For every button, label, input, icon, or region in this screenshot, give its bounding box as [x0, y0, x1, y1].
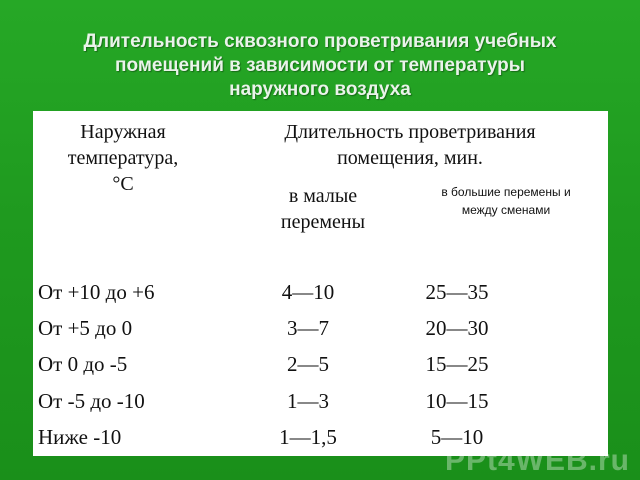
row-small-breaks: 3—7 — [287, 316, 329, 340]
row-large-breaks: 15—25 — [425, 352, 489, 376]
row-temperature: От +5 до 0 — [38, 316, 133, 340]
ventilation-table — [33, 111, 608, 456]
header-temperature-line-1: Наружная — [80, 121, 166, 143]
header-small-breaks — [261, 183, 385, 235]
header-temperature-line-3: °С — [112, 173, 134, 195]
row-temperature: От -5 до -10 — [38, 389, 145, 413]
header-duration-line-1: Длительность проветривания — [284, 121, 536, 143]
watermark-logo: PPt4WEB.ru — [444, 444, 630, 477]
title-line-2: помещений в зависимости от температуры — [114, 55, 526, 76]
row-large-breaks: 5—10 — [430, 425, 484, 449]
row-small-breaks: 4—10 — [281, 280, 335, 304]
row-temperature: От +10 до +6 — [38, 280, 155, 304]
row-small-breaks: 1—3 — [287, 389, 329, 413]
header-large-breaks — [421, 183, 591, 219]
title-line-1: Длительность сквозного проветривания учебных — [83, 31, 557, 52]
row-temperature: Ниже -10 — [38, 425, 122, 449]
row-large-breaks: 25—35 — [425, 280, 489, 304]
row-small-breaks: 2—5 — [287, 352, 329, 376]
header-large-breaks-line-2: между сменами — [461, 203, 551, 217]
header-small-breaks-line-2: перемены — [280, 211, 366, 233]
title-line-3: наружного воздуха — [229, 79, 411, 100]
header-small-breaks-line-1: в малые — [288, 185, 358, 207]
header-large-breaks-line-1: в большие перемены и — [441, 185, 571, 199]
header-temperature-line-2: температура, — [67, 147, 179, 169]
row-small-breaks: 1—1,5 — [279, 425, 337, 449]
slide-title — [40, 30, 600, 102]
row-temperature: От 0 до -5 — [38, 352, 128, 376]
row-large-breaks: 10—15 — [425, 389, 489, 413]
header-duration-line-2: помещения, мин. — [337, 147, 483, 169]
header-duration — [245, 119, 575, 171]
row-large-breaks: 20—30 — [425, 316, 489, 340]
header-temperature — [53, 119, 193, 197]
